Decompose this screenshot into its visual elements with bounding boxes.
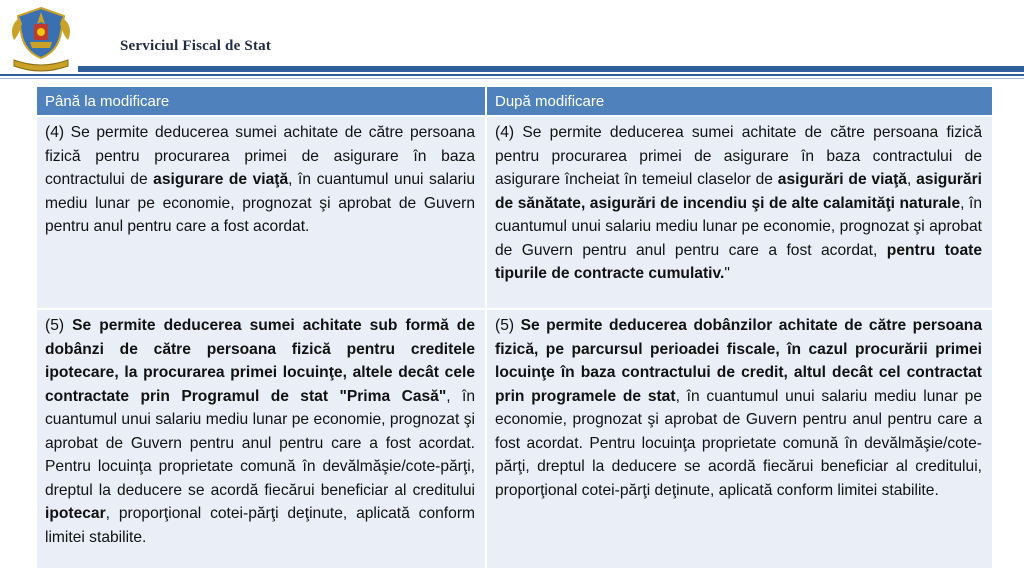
text-run: , în cuantumul unui salariu mediu lunar pe economie, prognozat şi aprobat de Guvern pentru anul pentru care a fost acordat.	[45, 171, 475, 235]
cell-before-article-5	[37, 310, 487, 570]
bold-text-run: ipotecar	[45, 505, 106, 522]
text-run: ,	[906, 171, 917, 188]
table-header-row	[37, 87, 994, 117]
header-divider-light	[0, 78, 1024, 79]
text-run: , proporţional cotei-părţi deţinute, aplicată conform limitei stabilite.	[45, 505, 475, 546]
text-run: (5)	[495, 317, 521, 334]
bold-text-run: asigurare de viaţă	[153, 171, 289, 188]
column-header-before: Până la modificare	[37, 87, 487, 117]
text-run: , în cuantumul unui salariu mediu lunar pe economie, prognozat şi aprobat de Guvern pentru anul pentru care a fost acordat. Pentru locuinţa proprietate comună în devălmăşie/cote-părţi, dreptul la deducere se acordă fiecărui beneficiar al creditului	[45, 387, 476, 499]
text-run: (5)	[45, 317, 73, 334]
header-divider	[78, 66, 1024, 72]
text-run: "	[724, 265, 730, 282]
text-run: (4) Se permite deducerea sumei achitate de către persoana fizică pentru procurarea primei de asigurare în baza contractului de asigurare încheiat în temeiul claselor de	[495, 124, 982, 188]
text-run: , în cuantumul unui salariu mediu lunar pe economie, prognozat şi aprobat de Guvern pentru anul pentru care a fost acordat,	[495, 194, 982, 259]
table-row	[37, 117, 994, 310]
bold-text-run: pentru toate tipurile de contracte cumulativ.	[495, 241, 982, 282]
column-header-after: După modificare	[487, 87, 994, 117]
text-run: (4) Se permite deducerea sumei achitate de către persoana fizică pentru procurarea primei de asigurare în baza contractului de	[45, 124, 475, 188]
comparison-table	[37, 87, 994, 570]
organization-name: Serviciul Fiscal de Stat	[120, 38, 272, 54]
bold-text-run: asigurări de sănătate, asigurări de incendiu şi de alte calamităţi naturale	[495, 171, 982, 212]
bold-text-run: Se permite deducerea dobânzilor achitate de către persoana fizică, pe parcursul perioadei fiscale, în cazul procurării primei locuinţe în baza contractului de credit, altul decât cel contractat prin programele de stat	[495, 317, 983, 405]
cell-after-article-5	[487, 310, 994, 570]
coat-of-arms-logo	[6, 2, 76, 74]
bold-text-run: asigurări de viaţă	[777, 171, 907, 188]
text-run: , în cuantumul unui salariu mediu lunar pe economie, prognozat şi aprobat de Guvern pentru anul pentru care a fost acordat. Pentru locuinţa proprietate comună în devălmăşie/cote-părţi, dreptul la deducere se acordă fiecărui beneficiar al creditului, proporţional cotei-părţi deţinute, aplicată conform limitei stabilite.	[495, 387, 982, 499]
page-header	[0, 0, 1024, 86]
cell-after-article-4	[487, 117, 994, 310]
bold-text-run: Se permite deducerea sumei achitate sub formă de dobânzi de către persoana fizică pentru creditele ipotecare, la procurarea primei locuinţe, altele decât cele contractate prin Programul de stat "Prima Casă"	[45, 317, 475, 405]
table-row	[37, 310, 994, 570]
cell-before-article-4	[37, 117, 487, 310]
header-divider-thin	[0, 74, 1024, 76]
